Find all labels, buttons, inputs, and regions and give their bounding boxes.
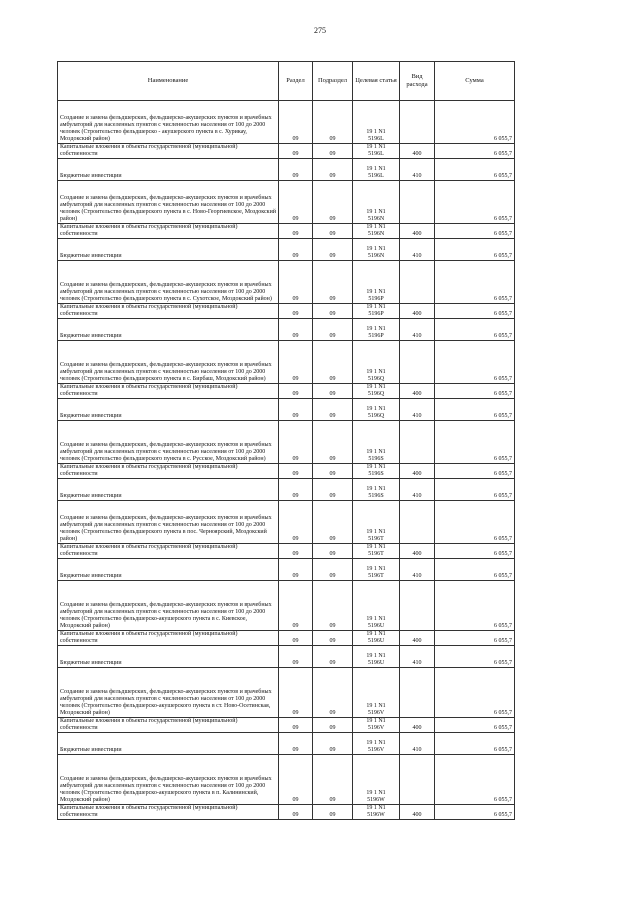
row-target-code: 19 1 N1 (366, 224, 386, 230)
table-row (58, 581, 515, 631)
row-name: Бюджетные инвестиции (58, 733, 279, 755)
row-target-suffix: 5196W (367, 812, 385, 818)
row-section: 09 (279, 101, 313, 144)
table-row (58, 399, 515, 421)
table-row (58, 101, 515, 144)
row-target-suffix: 5196N (367, 216, 385, 222)
row-expense (400, 101, 435, 144)
row-section: 09 (279, 224, 313, 239)
row-target (353, 261, 400, 304)
row-expense: 400 (400, 384, 435, 399)
table-row (58, 224, 515, 239)
row-sum: 6 055,7 (435, 501, 515, 544)
row-target-suffix: 5196S (368, 471, 384, 477)
row-name: Капитальные вложения в объекты государственной (муниципальной) собственности (58, 631, 279, 646)
row-subsection: 09 (313, 755, 353, 805)
row-name: Бюджетные инвестиции (58, 559, 279, 581)
row-target (353, 559, 400, 581)
row-target-suffix: 5196V (367, 747, 385, 753)
row-name: Капитальные вложения в объекты государственной (муниципальной) собственности (58, 805, 279, 820)
row-name: Бюджетные инвестиции (58, 646, 279, 668)
table-row (58, 733, 515, 755)
row-section: 09 (279, 159, 313, 181)
row-target (353, 581, 400, 631)
row-target (353, 101, 400, 144)
row-target-code: 19 1 N1 (366, 406, 386, 412)
row-target-suffix: 5196S (368, 456, 384, 462)
table-row (58, 384, 515, 399)
row-target (353, 399, 400, 421)
row-section: 09 (279, 733, 313, 755)
row-target-code: 19 1 N1 (366, 246, 386, 252)
row-target-suffix: 5196W (367, 797, 385, 803)
header-sum: Сумма (435, 62, 515, 101)
table-row (58, 261, 515, 304)
row-target-code: 19 1 N1 (366, 653, 386, 659)
row-target-suffix: 5196V (367, 725, 385, 731)
row-target-suffix: 5196T (368, 536, 384, 542)
row-name: Бюджетные инвестиции (58, 319, 279, 341)
row-target-code: 19 1 N1 (366, 718, 386, 724)
row-target-code: 19 1 N1 (366, 144, 386, 150)
row-subsection: 09 (313, 159, 353, 181)
row-target (353, 668, 400, 718)
row-sum: 6 055,7 (435, 304, 515, 319)
row-sum: 6 055,7 (435, 559, 515, 581)
row-section: 09 (279, 544, 313, 559)
table-row (58, 631, 515, 646)
row-expense: 410 (400, 159, 435, 181)
row-subsection: 09 (313, 668, 353, 718)
row-target (353, 159, 400, 181)
row-target-code: 19 1 N1 (366, 703, 386, 709)
row-subsection: 09 (313, 421, 353, 464)
table-row (58, 479, 515, 501)
row-section: 09 (279, 319, 313, 341)
row-target (353, 464, 400, 479)
row-name: Создание и замена фельдшерских, фельдшерско-акушерских пунктов и врачебных амбулаторий для населенных пунктов с численностью населения от 100 до 2000 человек (Строительство фельдшерского пункта в с. Русское, Моздокский район) (58, 421, 279, 464)
row-target-code: 19 1 N1 (366, 544, 386, 550)
row-sum: 6 055,7 (435, 319, 515, 341)
row-target (353, 718, 400, 733)
row-target-code: 19 1 N1 (366, 449, 386, 455)
row-section: 09 (279, 631, 313, 646)
table-row (58, 668, 515, 718)
table-row (58, 501, 515, 544)
row-sum: 6 055,7 (435, 581, 515, 631)
row-expense: 410 (400, 239, 435, 261)
row-target (353, 384, 400, 399)
row-target-suffix: 5196L (368, 173, 384, 179)
row-target-code: 19 1 N1 (366, 304, 386, 310)
row-expense: 410 (400, 646, 435, 668)
row-target-code: 19 1 N1 (366, 326, 386, 332)
row-target-suffix: 5196N (367, 253, 385, 259)
row-name: Капитальные вложения в объекты государственной (муниципальной) собственности (58, 544, 279, 559)
row-target (353, 144, 400, 159)
table-row (58, 544, 515, 559)
row-subsection: 09 (313, 224, 353, 239)
row-target-suffix: 5196S (368, 493, 384, 499)
row-name: Капитальные вложения в объекты государственной (муниципальной) собственности (58, 224, 279, 239)
row-subsection: 09 (313, 544, 353, 559)
row-target (353, 319, 400, 341)
table-row (58, 181, 515, 224)
row-subsection: 09 (313, 733, 353, 755)
row-expense (400, 581, 435, 631)
row-expense: 400 (400, 718, 435, 733)
row-target-code: 19 1 N1 (366, 740, 386, 746)
row-sum: 6 055,7 (435, 421, 515, 464)
row-target-suffix: 5196Q (367, 376, 385, 382)
table-row (58, 144, 515, 159)
row-target-suffix: 5196P (368, 311, 384, 317)
row-expense: 400 (400, 805, 435, 820)
row-expense (400, 755, 435, 805)
row-sum: 6 055,7 (435, 755, 515, 805)
row-expense: 410 (400, 733, 435, 755)
table-row (58, 421, 515, 464)
row-section: 09 (279, 181, 313, 224)
row-subsection: 09 (313, 304, 353, 319)
row-target-code: 19 1 N1 (366, 486, 386, 492)
row-target (353, 631, 400, 646)
row-sum: 6 055,7 (435, 631, 515, 646)
row-target-suffix: 5196U (367, 638, 385, 644)
row-sum: 6 055,7 (435, 805, 515, 820)
row-target-code: 19 1 N1 (366, 384, 386, 390)
row-target-code: 19 1 N1 (366, 369, 386, 375)
row-expense (400, 668, 435, 718)
row-name: Бюджетные инвестиции (58, 239, 279, 261)
row-expense (400, 421, 435, 464)
row-name: Капитальные вложения в объекты государственной (муниципальной) собственности (58, 718, 279, 733)
row-name: Создание и замена фельдшерских, фельдшерско-акушерских пунктов и врачебных амбулаторий для населенных пунктов с численностью населения от 100 до 2000 человек (Строительство фельдшерско-акушерского пункта в ст. Ново-Осетинская, Моздокский район) (58, 668, 279, 718)
row-target (353, 304, 400, 319)
header-subsection: Подраздел (313, 62, 353, 101)
row-expense: 400 (400, 631, 435, 646)
row-expense: 400 (400, 144, 435, 159)
row-subsection: 09 (313, 464, 353, 479)
page-number: 275 (314, 26, 326, 35)
row-name: Капитальные вложения в объекты государственной (муниципальной) собственности (58, 384, 279, 399)
row-expense: 400 (400, 224, 435, 239)
row-section: 09 (279, 384, 313, 399)
budget-table (57, 61, 515, 820)
row-section: 09 (279, 239, 313, 261)
table-row (58, 319, 515, 341)
row-target (353, 421, 400, 464)
row-section: 09 (279, 668, 313, 718)
row-section: 09 (279, 261, 313, 304)
header-name: Наименование (58, 62, 279, 101)
row-target-code: 19 1 N1 (366, 464, 386, 470)
row-sum: 6 055,7 (435, 159, 515, 181)
row-sum: 6 055,7 (435, 239, 515, 261)
row-expense: 410 (400, 559, 435, 581)
row-expense: 410 (400, 399, 435, 421)
row-target-suffix: 5196U (367, 660, 385, 666)
row-sum: 6 055,7 (435, 718, 515, 733)
row-section: 09 (279, 559, 313, 581)
row-target-suffix: 5196L (368, 136, 384, 142)
row-target (353, 646, 400, 668)
row-name: Создание и замена фельдшерских, фельдшерско-акушерских пунктов и врачебных амбулаторий для населенных пунктов с численностью населения от 100 до 2000 человек (Строительство фельдшерско-акушерского пункта в п. Калининский, Моздокский район) (58, 755, 279, 805)
row-name: Создание и замена фельдшерских, фельдшерско-акушерских пунктов и врачебных амбулаторий для населенных пунктов с численностью населения от 100 до 2000 человек (Строительство фельдшерского пункта в с. Бирбаш, Моздокский район) (58, 341, 279, 384)
row-target-code: 19 1 N1 (366, 529, 386, 535)
row-subsection: 09 (313, 261, 353, 304)
row-expense: 400 (400, 544, 435, 559)
row-name: Создание и замена фельдшерских, фельдшерско-акушерских пунктов и врачебных амбулаторий для населенных пунктов с численностью населения от 100 до 2000 человек (Строительство фельдшерского пункта в с. Ново-Георгиевское, Моздокский район) (58, 181, 279, 224)
row-expense (400, 341, 435, 384)
row-section: 09 (279, 646, 313, 668)
table-row (58, 239, 515, 261)
row-section: 09 (279, 755, 313, 805)
row-subsection: 09 (313, 181, 353, 224)
header-section: Раздел (279, 62, 313, 101)
row-expense: 410 (400, 479, 435, 501)
table-header-row (58, 62, 515, 101)
row-target-code: 19 1 N1 (366, 209, 386, 215)
header-target: Целевая статья (353, 62, 400, 101)
row-target-suffix: 5196V (367, 710, 385, 716)
row-subsection: 09 (313, 319, 353, 341)
row-section: 09 (279, 501, 313, 544)
row-subsection: 09 (313, 144, 353, 159)
row-subsection: 09 (313, 501, 353, 544)
row-section: 09 (279, 581, 313, 631)
row-sum: 6 055,7 (435, 384, 515, 399)
row-subsection: 09 (313, 631, 353, 646)
row-target (353, 341, 400, 384)
row-expense (400, 181, 435, 224)
row-target-code: 19 1 N1 (366, 805, 386, 811)
row-name: Капитальные вложения в объекты государственной (муниципальной) собственности (58, 144, 279, 159)
row-target (353, 501, 400, 544)
header-expense: Вид расхода (400, 62, 435, 101)
row-target (353, 479, 400, 501)
row-name: Капитальные вложения в объекты государственной (муниципальной) собственности (58, 304, 279, 319)
row-name: Бюджетные инвестиции (58, 159, 279, 181)
row-expense (400, 501, 435, 544)
row-section: 09 (279, 421, 313, 464)
row-sum: 6 055,7 (435, 341, 515, 384)
row-section: 09 (279, 464, 313, 479)
row-target (353, 224, 400, 239)
row-section: 09 (279, 304, 313, 319)
row-sum: 6 055,7 (435, 399, 515, 421)
row-expense: 400 (400, 304, 435, 319)
row-target-suffix: 5196P (368, 296, 384, 302)
row-expense (400, 261, 435, 304)
row-target-code: 19 1 N1 (366, 566, 386, 572)
row-name: Создание и замена фельдшерских, фельдшерско-акушерских пунктов и врачебных амбулаторий для населенных пунктов с численностью населения от 100 до 2000 человек (Строительство фельдшерско-акушерского пункта в с. Киевское, Моздокский район) (58, 581, 279, 631)
row-sum: 6 055,7 (435, 464, 515, 479)
row-name: Создание и замена фельдшерских, фельдшерско-акушерских пунктов и врачебных амбулаторий для населенных пунктов с численностью населения от 100 до 2000 человек (Строительство фельдшерско - акушерского пункта в с. Хурикау, Моздокский район) (58, 101, 279, 144)
row-expense: 400 (400, 464, 435, 479)
row-subsection: 09 (313, 101, 353, 144)
table-row (58, 304, 515, 319)
row-target (353, 544, 400, 559)
row-section: 09 (279, 399, 313, 421)
table-row (58, 646, 515, 668)
table-body (58, 101, 515, 820)
row-sum: 6 055,7 (435, 479, 515, 501)
row-target-code: 19 1 N1 (366, 289, 386, 295)
table-row (58, 464, 515, 479)
row-subsection: 09 (313, 559, 353, 581)
row-subsection: 09 (313, 581, 353, 631)
row-target-code: 19 1 N1 (366, 166, 386, 172)
row-expense: 410 (400, 319, 435, 341)
row-sum: 6 055,7 (435, 101, 515, 144)
row-subsection: 09 (313, 718, 353, 733)
row-subsection: 09 (313, 239, 353, 261)
row-target-code: 19 1 N1 (366, 616, 386, 622)
row-sum: 6 055,7 (435, 668, 515, 718)
row-section: 09 (279, 479, 313, 501)
row-subsection: 09 (313, 341, 353, 384)
row-target-suffix: 5196U (367, 623, 385, 629)
row-target (353, 805, 400, 820)
row-sum: 6 055,7 (435, 144, 515, 159)
row-target-code: 19 1 N1 (366, 790, 386, 796)
row-target-suffix: 5196N (367, 231, 385, 237)
row-target-suffix: 5196Q (367, 391, 385, 397)
row-target-suffix: 5196T (368, 551, 384, 557)
table-row (58, 341, 515, 384)
row-sum: 6 055,7 (435, 646, 515, 668)
row-target-suffix: 5196T (368, 573, 384, 579)
row-subsection: 09 (313, 384, 353, 399)
row-subsection: 09 (313, 646, 353, 668)
table-row (58, 559, 515, 581)
row-name: Капитальные вложения в объекты государственной (муниципальной) собственности (58, 464, 279, 479)
row-name: Бюджетные инвестиции (58, 479, 279, 501)
row-sum: 6 055,7 (435, 544, 515, 559)
table-row (58, 159, 515, 181)
row-section: 09 (279, 718, 313, 733)
row-subsection: 09 (313, 399, 353, 421)
table-row (58, 755, 515, 805)
row-section: 09 (279, 341, 313, 384)
row-sum: 6 055,7 (435, 224, 515, 239)
row-subsection: 09 (313, 805, 353, 820)
table-row (58, 718, 515, 733)
row-subsection: 09 (313, 479, 353, 501)
row-section: 09 (279, 144, 313, 159)
row-name: Создание и замена фельдшерских, фельдшерско-акушерских пунктов и врачебных амбулаторий для населенных пунктов с численностью населения от 100 до 2000 человек (Строительство фельдшерского пункта в с. Сухотское, Моздокский район) (58, 261, 279, 304)
row-sum: 6 055,7 (435, 733, 515, 755)
row-target-suffix: 5196P (368, 333, 384, 339)
row-name: Создание и замена фельдшерских, фельдшерско-акушерских пунктов и врачебных амбулаторий для населенных пунктов с численностью населения от 100 до 2000 человек (Строительство фельдшерского пункта в пос. Черноярский, Моздокский район) (58, 501, 279, 544)
table-row (58, 805, 515, 820)
row-target-suffix: 5196Q (367, 413, 385, 419)
row-section: 09 (279, 805, 313, 820)
row-target (353, 733, 400, 755)
row-target-code: 19 1 N1 (366, 631, 386, 637)
row-name: Бюджетные инвестиции (58, 399, 279, 421)
row-sum: 6 055,7 (435, 261, 515, 304)
row-target-suffix: 5196L (368, 151, 384, 157)
row-target (353, 181, 400, 224)
row-target-code: 19 1 N1 (366, 129, 386, 135)
row-target (353, 755, 400, 805)
row-sum: 6 055,7 (435, 181, 515, 224)
row-target (353, 239, 400, 261)
